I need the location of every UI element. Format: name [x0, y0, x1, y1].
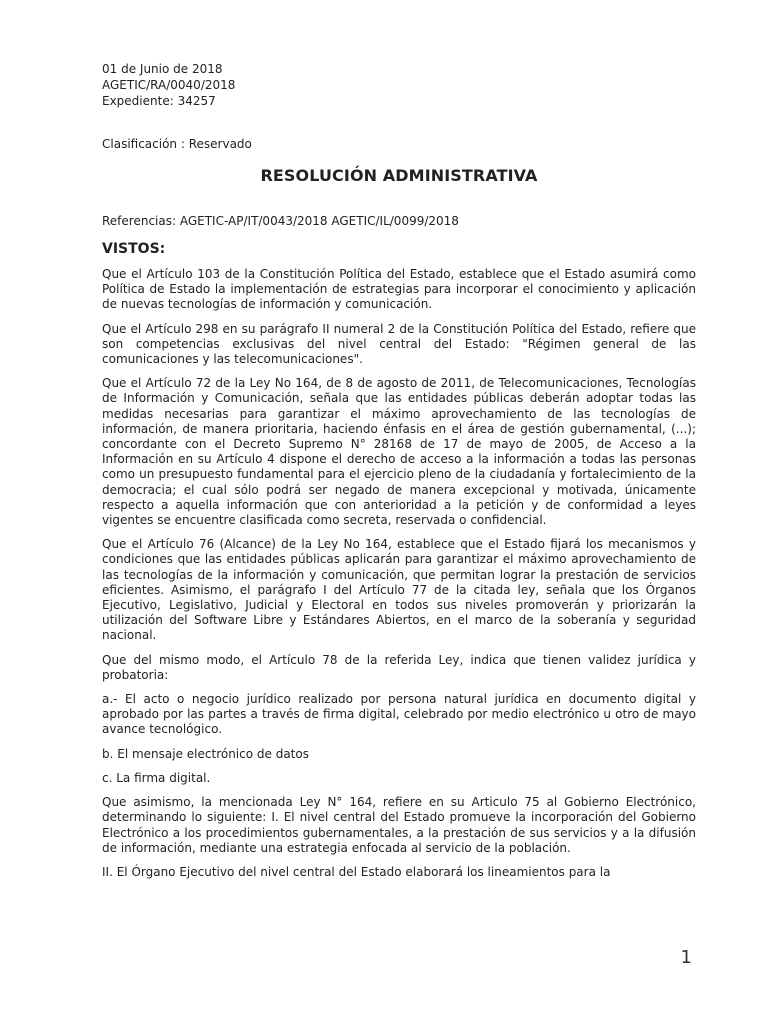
- document-classification: Clasificación : Reservado: [102, 137, 252, 151]
- paragraph: Que el Artículo 76 (Alcance) de la Ley No 164, establece que el Estado fijará los mecanismos y condiciones que las entidades públicas aplicarán para garantizar el máximo aprovechamiento de las tecnologías de la información y comunicación, que permitan lograr la prestación de servicios eficientes. Asimismo, el parágrafo I del Artículo 77 de la citada ley, señala que los Órganos Ejecutivo, Legislativo, Judicial y Electoral en todos sus niveles promoverán y priorizarán la utilización del Software Libre y Estándares Abiertos, en el marco de la soberanía y seguridad nacional.: [102, 537, 696, 643]
- section-heading-vistos: VISTOS:: [102, 241, 166, 257]
- paragraph: Que el Artículo 298 en su parágrafo II numeral 2 de la Constitución Política del Estado, refiere que son competencias exclusivas del nivel central del Estado: "Régimen general de las comunicaciones y las telecomunicaciones".: [102, 321, 696, 367]
- paragraph: II. El Órgano Ejecutivo del nivel central del Estado elaborará los lineamientos para la: [102, 864, 611, 879]
- paragraph: Que el Artículo 72 de la Ley No 164, de 8 de agosto de 2011, de Telecomunicaciones, Tecnologías de Información y Comunicación, señala que las entidades públicas deberán adoptar todas las medidas necesarias para garantizar el máximo aprovechamiento de las tecnologías de información, de manera prioritaria, haciendo énfasis en el área de gestión gubernamental, (...); concordante con el Decreto Supremo N° 28168 de 17 de mayo de 2005, de Acceso a la Información en su Artículo 4 dispone el derecho de acceso a la información a todas las personas como un presupuesto fundamental para el ejercicio pleno de la ciudadanía y fortalecimiento de la democracia; el cual sólo podrá ser negado de manera excepcional y motivada, únicamente respecto a aquella información que con anterioridad a la petición y de conformidad a leyes vigentes se encuentre clasificada como secreta, reservada o confidencial.: [102, 376, 696, 528]
- document-expediente: Expediente: 34257: [102, 94, 216, 108]
- paragraph: a.- El acto o negocio jurídico realizado por persona natural jurídica en documento digital y aprobado por las partes a través de firma digital, celebrado por medio electrónico u otro de mayo avance tecnológico.: [102, 692, 696, 737]
- page-number: 1: [680, 947, 692, 968]
- paragraph: Que del mismo modo, el Artículo 78 de la referida Ley, indica que tienen validez jurídica y probatoria:: [102, 652, 696, 682]
- document-ref-number: AGETIC/RA/0040/2018: [102, 78, 236, 92]
- paragraph: Que el Artículo 103 de la Constitución Política del Estado, establece que el Estado asumirá como Política de Estado la implementación de estrategias para incorporar el conocimiento y aplicación de nuevas tecnologías de información y comunicación.: [102, 267, 696, 312]
- document-page: [102, 61, 696, 880]
- document-date: 01 de Junio de 2018: [102, 62, 223, 76]
- paragraph: Que asimismo, la mencionada Ley N° 164, refiere en su Articulo 75 al Gobierno Electrónico, determinando lo siguiente: I. El nivel central del Estado promueve la incorporación del Gobierno Electrónico a los procedimientos gubernamentales, a la prestación de sus servicios y a la difusión de información, mediante una estrategia enfocada al servicio de la población.: [102, 795, 696, 855]
- document-title: RESOLUCIÓN ADMINISTRATIVA: [260, 166, 538, 185]
- paragraph: c. La firma digital.: [102, 770, 211, 785]
- document-references: Referencias: AGETIC-AP/IT/0043/2018 AGETIC/IL/0099/2018: [102, 214, 459, 228]
- paragraph: b. El mensaje electrónico de datos: [102, 746, 309, 761]
